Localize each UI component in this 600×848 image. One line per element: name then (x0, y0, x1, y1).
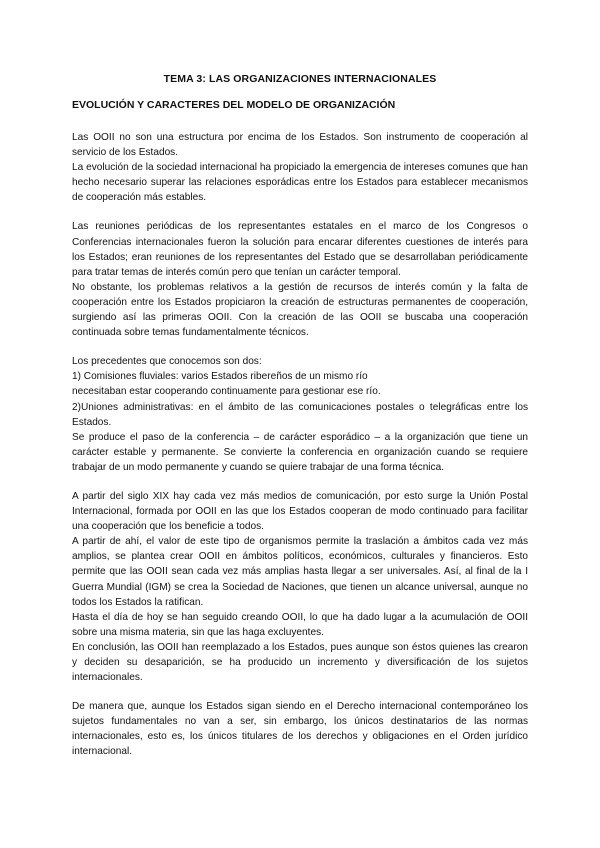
page-title: TEMA 3: LAS ORGANIZACIONES INTERNACIONALES (163, 73, 437, 85)
paragraph: No obstante, los problemas relativos a la gestión de recursos de interés común y la falta de cooperación entre los Estados propiciaron la creación de estructuras permanentes de cooperación, surgiendo así las primeras OOII. Con la creación de las OOII se buscaba una cooperación continuada sobre temas fundamentalmente técnicos. (72, 281, 528, 339)
paragraph: A partir de ahí, el valor de este tipo de organismos permite la traslación a ámbitos cada vez más amplios, se plantea crear OOII en ámbitos políticos, económicos, culturales y financieros. Esto permite que las OOII sean cada vez más amplias hasta llegar a ser universales. Así, al final de la I Guerra Mundial (IGM) se crea la Sociedad de Naciones, que tienen un alcance universal, aunque no todos los Estados la ratifican. (72, 536, 528, 608)
section-heading: EVOLUCIÓN Y CARACTERES DEL MODELO DE ORGANIZACIÓN (72, 99, 396, 111)
paragraph: La evolución de la sociedad internacional ha propiciado la emergencia de intereses comunes que han hecho necesario superar las relaciones esporádicas entre los Estados para establecer mecanismos de cooperación más estables. (72, 162, 528, 204)
paragraph: En conclusión, las OOII han reemplazado a los Estados, pues aunque son éstos quienes las crearon y deciden su desaparición, se ha producido un incremento y diversificación de los sujetos internacionales. (72, 641, 528, 684)
paragraph: Las OOII no son una estructura por encima de los Estados. Son instrumento de cooperación al servicio de los Estados. (72, 132, 528, 159)
paragraph: Hasta el día de hoy se han seguido creando OOII, lo que ha dado lugar a la acumulación de OOII sobre una misma materia, sin que las haga excluyentes. (72, 611, 528, 638)
paragraph: Se produce el paso de la conferencia – de carácter esporádico – a la organización que tiene un carácter estable y permanente. Se convierte la conferencia en organización cuando se requiere trabajar de un modo permanente y cuando se quiere trabajar de una forma técnica. (72, 431, 528, 473)
paragraph: Las reuniones periódicas de los representantes estatales en el marco de los Congresos o Conferencias internacionales fueron la solución para encarar diferentes cuestiones de interés para los Estados; eran reuniones de los representantes del Estado que se desarrollaban periódicamente para tratar temas de interés común pero que tenían un carácter temporal. (72, 221, 528, 278)
document-body (72, 130, 528, 760)
list-item: 2)Uniones administrativas: en el ámbito de las comunicaciones postales o telegráficas entre los Estados. (72, 401, 528, 428)
paragraph: Los precedentes que conocemos son dos: (72, 356, 262, 368)
paragraph: A partir del siglo XIX hay cada vez más medios de comunicación, por esto surge la Unión Postal Internacional, formada por OOII en las que los Estados cooperan de modo continuado para facilitar una cooperación que los beneficie a todos. (72, 490, 528, 533)
list-item: 1) Comisiones fluviales: varios Estados ribereños de un mismo río (72, 371, 368, 383)
paragraph: De manera que, aunque los Estados sigan siendo en el Derecho internacional contemporáneo los sujetos fundamentales no van a ser, sin embargo, los únicos destinatarios de las normas internacionales, esto es, los únicos titulares de los derechos y obligaciones en el Orden jurídico internacional. (72, 701, 528, 758)
paragraph: necesitaban estar cooperando continuamente para gestionar ese río. (72, 386, 381, 398)
